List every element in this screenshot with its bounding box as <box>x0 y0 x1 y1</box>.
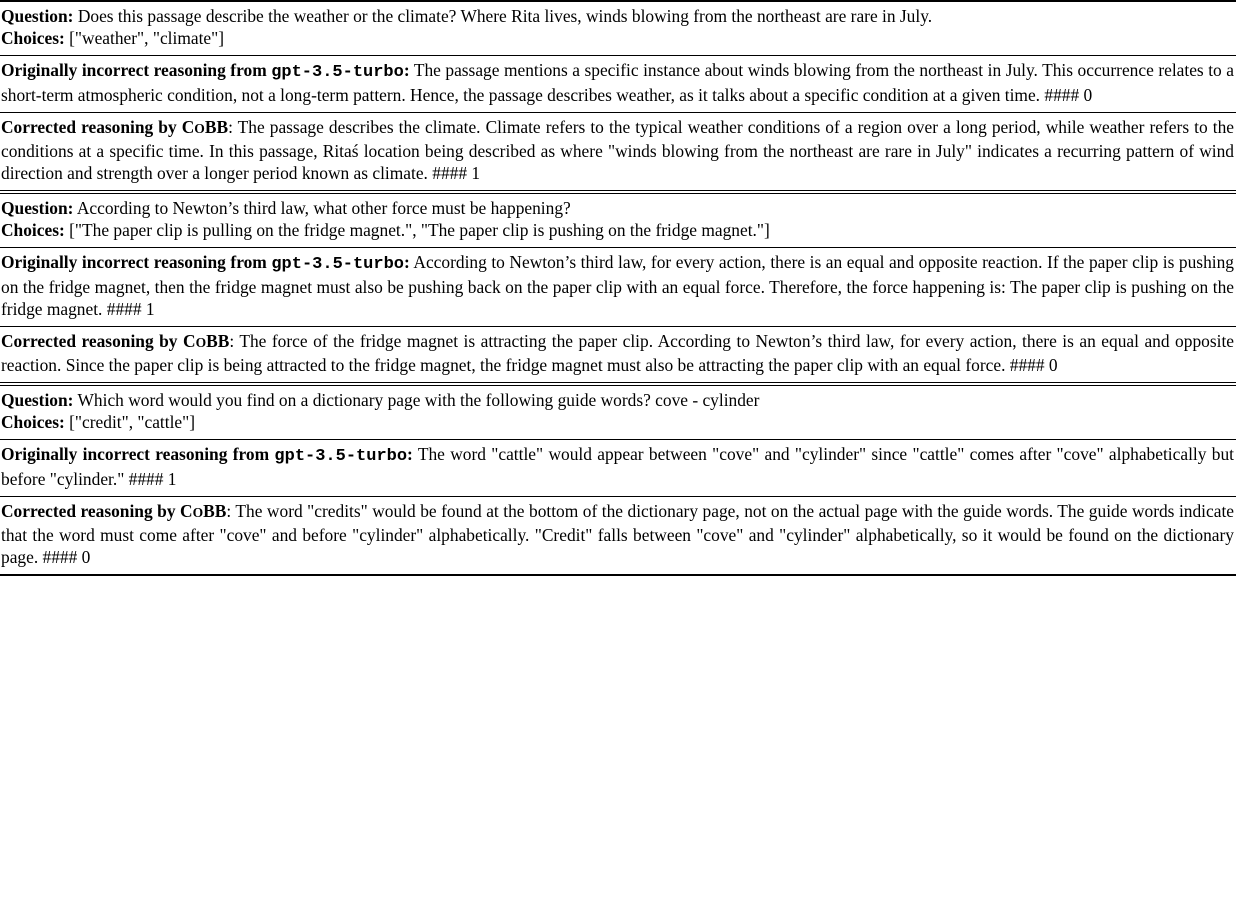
choices-text: ["The paper clip is pulling on the fridge magnet.", "The paper clip is pushing on the fridge magnet."] <box>69 220 770 240</box>
original-reasoning-cell <box>0 55 1236 112</box>
question-cell <box>0 2 1236 55</box>
choices-line <box>1 219 1234 241</box>
corrected-reasoning-cell <box>0 112 1236 190</box>
corrected-reasoning-cell <box>0 496 1236 574</box>
question-cell <box>0 194 1236 247</box>
choices-text: ["credit", "cattle"] <box>69 412 196 432</box>
question-text: Which word would you find on a dictionary page with the following guide words? cove - cylinder <box>77 390 760 410</box>
original-text: According to Newton’s third law, for every action, there is an equal and opposite reaction. If the paper clip is pushing on the fridge magnet, then the fridge magnet must also be pushing back on the paper clip with an equal force. Therefore, the force happening is: The paper clip is pushing on the fridge magnet. #### 1 <box>1 252 1234 319</box>
question-text: According to Newton’s third law, what other force must be happening? <box>76 198 571 218</box>
choices-label: Choices: <box>1 220 65 240</box>
choices-text: ["weather", "climate"] <box>69 28 225 48</box>
model-name: gpt-3.5-turbo <box>271 255 404 274</box>
corrected-label: Corrected reasoning by <box>1 501 176 521</box>
original-label: Originally incorrect reasoning from <box>1 252 267 272</box>
choices-line <box>1 27 1234 49</box>
cobb-name: COBB <box>180 501 227 521</box>
original-label: Originally incorrect reasoning from <box>1 444 270 464</box>
cobb-name: COBB <box>181 117 229 137</box>
question-label: Question: <box>1 6 74 26</box>
question-text: Does this passage describe the weather or the climate? Where Rita lives, winds blowing from the northeast are rare in July. <box>77 6 933 26</box>
original-label: Originally incorrect reasoning from <box>1 60 267 80</box>
question-label: Question: <box>1 390 74 410</box>
question-line <box>1 5 1234 27</box>
cobb-name: COBB <box>183 331 230 351</box>
colon: : <box>407 444 413 464</box>
corrected-text: : The word "credits" would be found at the bottom of the dictionary page, not on the actual page with the guide words. The guide words indicate that the word must come after "cove" and before "cylinder" alphabetically. "Credit" falls between "cove" and "cylinder" alphabetically, so it would be found on the dictionary page. #### 0 <box>1 501 1234 567</box>
original-reasoning-cell <box>0 439 1236 496</box>
choices-label: Choices: <box>1 412 65 432</box>
colon: : <box>403 60 410 80</box>
choices-line <box>1 411 1234 433</box>
model-name: gpt-3.5-turbo <box>271 63 404 82</box>
corrected-text: : The force of the fridge magnet is attracting the paper clip. According to Newton’s third law, for every action, there is an equal and opposite reaction. Since the paper clip is being attracted to the fridge magnet, the fridge magnet must also be attracting the paper clip with an equal force. #### 0 <box>1 331 1234 375</box>
original-reasoning-cell <box>0 247 1236 326</box>
corrected-reasoning-cell <box>0 326 1236 382</box>
corrected-label: Corrected reasoning by <box>1 331 178 351</box>
corrected-label: Corrected reasoning by <box>1 117 177 137</box>
question-line <box>1 197 1234 219</box>
question-line <box>1 389 1234 411</box>
question-label: Question: <box>1 198 74 218</box>
original-text: The passage mentions a specific instance about winds blowing from the northeast in July. This occurrence relates to a short-term atmospheric condition, not a long-term pattern. Hence, the passage describes weather, as it talks about a specific condition at a given time. #### 0 <box>1 60 1234 105</box>
colon: : <box>403 252 410 272</box>
question-cell <box>0 386 1236 439</box>
original-text: The word "cattle" would appear between "cove" and "cylinder" since "cattle" comes after "cove" alphabetically but before "cylinder." #### 1 <box>1 444 1234 489</box>
choices-label: Choices: <box>1 28 65 48</box>
model-name: gpt-3.5-turbo <box>274 447 408 466</box>
corrected-text: : The passage describes the climate. Climate refers to the typical weather conditions of a region over a long period, while weather refers to the conditions at a specific time. In this passage, Ritaś location being described as where "winds blowing from the northeast are rare in July" indicates a recurring pattern of wind direction and strength over a longer period known as climate. #### 1 <box>1 117 1234 183</box>
